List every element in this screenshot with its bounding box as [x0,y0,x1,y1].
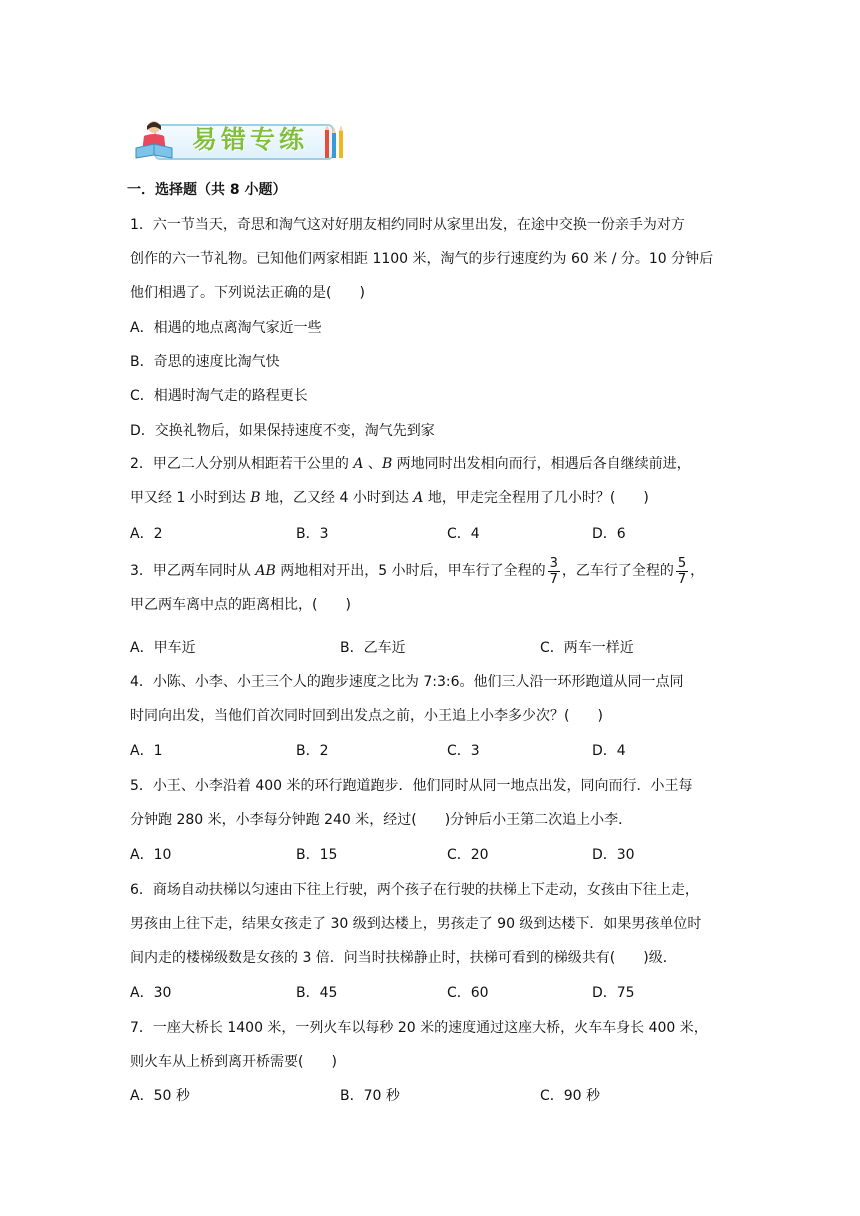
question-text-line: 创作的六一节礼物。已知他们两家相距 1100 米，淘气的步行速度约为 60 米 / 分。10 分钟后 [130,251,714,267]
question-text-line: 他们相遇了。下列说法正确的是( ) [130,285,365,301]
option-c: C．相遇时淘气走的路程更长 [130,388,308,404]
option-b: B．3 [296,526,329,542]
question-text-line: 5．小王、小李沿着 400 米的环行跑道跑步．他们同时从同一地点出发，同向而行．小王每 [130,778,693,794]
option-d: D．6 [592,526,626,542]
option-c: C．60 [447,985,489,1001]
question-text-line: 甲乙两车离中点的距离相比，( ) [130,597,351,613]
fraction-5-7: $\frac{5}{7}$ [677,555,687,587]
reading-girl-icon [132,118,176,162]
question-text-line: 则火车从上桥到离开桥需要( ) [130,1054,337,1070]
option-b: B．奇思的速度比淘气快 [130,354,280,370]
option-b: B．乙车近 [340,640,406,656]
option-b: B．70 秒 [340,1088,400,1104]
question-text-line: 分钟跑 280 米，小李每分钟跑 240 米，经过( )分钟后小王第二次追上小李． [130,812,633,828]
option-d: D．交换礼物后，如果保持速度不变，淘气先到家 [130,423,435,439]
option-a: A．30 [130,985,172,1001]
option-c: C．20 [447,847,489,863]
question-text-line: 间内走的楼梯级数是女孩的 3 倍．问当时扶梯静止时，扶梯可看到的梯级共有( )级． [130,950,677,966]
option-a: A．10 [130,847,172,863]
question-2 [130,447,730,515]
question-text-line: 甲又经 1 小时到达 B 地，乙又经 4 小时到达 A 地，甲走完全程用了几小时？( ) [130,490,649,506]
option-a: A．2 [130,526,163,542]
option-a: A．相遇的地点离淘气家近一些 [130,320,322,336]
question-text-line: 7．一座大桥长 1400 米，一列火车以每秒 20 米的速度通过这座大桥，火车车身长 400 米， [130,1020,708,1036]
pencils-icon [322,124,346,160]
section-title: 一．选择题（共 8 小题） [127,182,287,198]
question-text-line: 3．甲乙两车同时从 AB 两地相对开出，5 小时后，甲车行了全程的 $\frac{3}{7}$ ，乙车行了全程的 $\frac{5}{7}$ ， [130,555,705,587]
question-1 [130,208,730,310]
option-b: B．15 [296,847,338,863]
option-d: D．30 [592,847,635,863]
question-text-line: 时同向出发，当他们首次同时回到出发点之前，小王追上小李多少次？( ) [130,708,603,724]
option-d: D．75 [592,985,635,1001]
question-text-line: 4．小陈、小李、小王三个人的跑步速度之比为 7:3:6。他们三人沿一环形跑道从同一点同 [130,674,684,690]
option-c: C．3 [447,743,480,759]
option-b: B．2 [296,743,329,759]
option-a: A．1 [130,743,163,759]
option-c: C．两车一样近 [540,640,634,656]
option-c: C．4 [447,526,480,542]
question-text-line: 男孩由上往下走，结果女孩走了 30 级到达楼上，男孩走了 90 级到达楼下．如果男孩单位时 [130,916,702,932]
question-4 [130,665,730,733]
fraction-3-7: $\frac{3}{7}$ [549,555,558,587]
option-a: A．甲车近 [130,640,196,656]
question-text-line: 1．六一节当天，奇思和淘气这对好朋友相约同时从家里出发，在途中交换一份亲手为对方 [130,217,685,233]
banner-title: 易错专练 [192,125,309,154]
question-3 [130,552,730,620]
question-5 [130,769,730,837]
question-text-line: 6．商场自动扶梯以匀速由下往上行驶，两个孩子在行驶的扶梯上下走动，女孩由下往上走， [130,882,699,898]
section-banner [132,118,346,162]
option-c: C．90 秒 [540,1088,601,1104]
question-7 [130,1011,730,1079]
option-d: D．4 [592,743,626,759]
option-b: B．45 [296,985,338,1001]
question-6 [130,873,730,975]
question-text-line: 2．甲乙二人分别从相距若干公里的 A 、B 两地同时出发相向而行，相遇后各自继续前进， [130,456,691,472]
option-a: A．50 秒 [130,1088,190,1104]
